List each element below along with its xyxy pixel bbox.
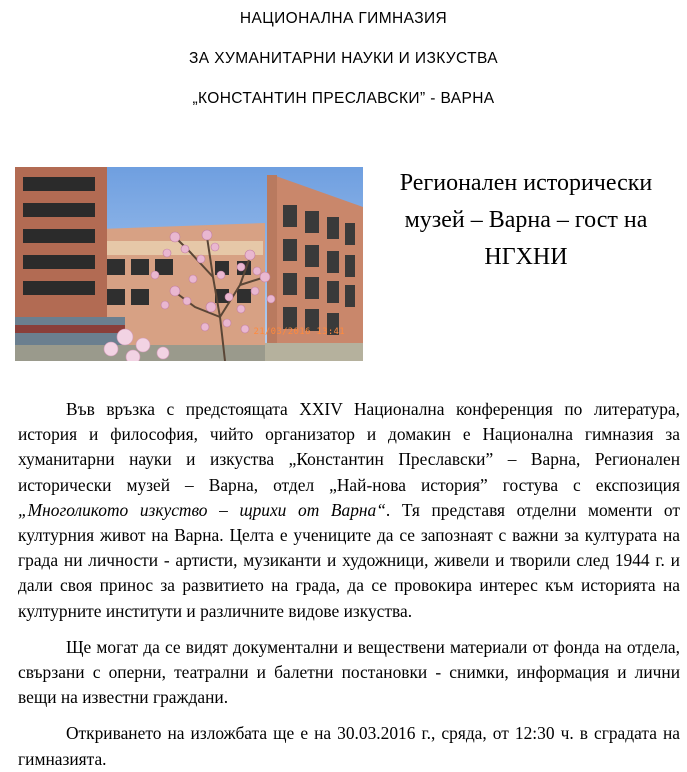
paragraph-1 [18,397,680,624]
article-title: Регионален исторически музей – Варна – гост на НГХНИ [399,170,653,270]
school-building-photo [15,167,363,361]
school-name-line-2: ЗА ХУМАНИТАРНИ НАУКИ И ИЗКУСТВА [189,50,498,67]
school-name-line-1: НАЦИОНАЛНА ГИМНАЗИЯ [239,10,448,27]
paragraph-1-text-a: Във връзка с предстоящата XXIV Национална конференция по литература, история и философия, чийто организатор и домакин е Национална гимназия за хуманитарни науки и изкуства „Константин Преславски” – Варна, Регионален исторически музей – Варна, отдел „Най-нова история” гостува с експозиция [18,399,680,495]
exhibition-name: „Многоликото изкуство – щрихи от Варна“ [18,499,386,520]
photo-timestamp: 21/03/2016 13:41 [253,327,345,337]
paragraph-1-text-b: . Тя представя отделни моменти от културния живот на Варна. Целта е учениците да се запознаят с важни за културата на града ни личности - артисти, музиканти и художници, живели и творили след 1944 г. и дали своя принос за развитието на града, да се провокира интерес към историята на културните институти и различните видове изкуства. [18,499,681,621]
article-body [18,397,680,772]
paragraph-3: Откриването на изложбата ще е на 30.03.2016 г., сряда, от 12:30 ч. в сградата на гимназията. [18,723,680,769]
school-name-line-3: „КОНСТАНТИН ПРЕСЛАВСКИ” - ВАРНА [192,90,495,107]
paragraph-2: Ще могат да се видят документални и веществени материали от фонда на отдела, свързани с оперни, театрални и балетни постановки - снимки, информация и лични вещи на известни граждани. [18,636,680,708]
